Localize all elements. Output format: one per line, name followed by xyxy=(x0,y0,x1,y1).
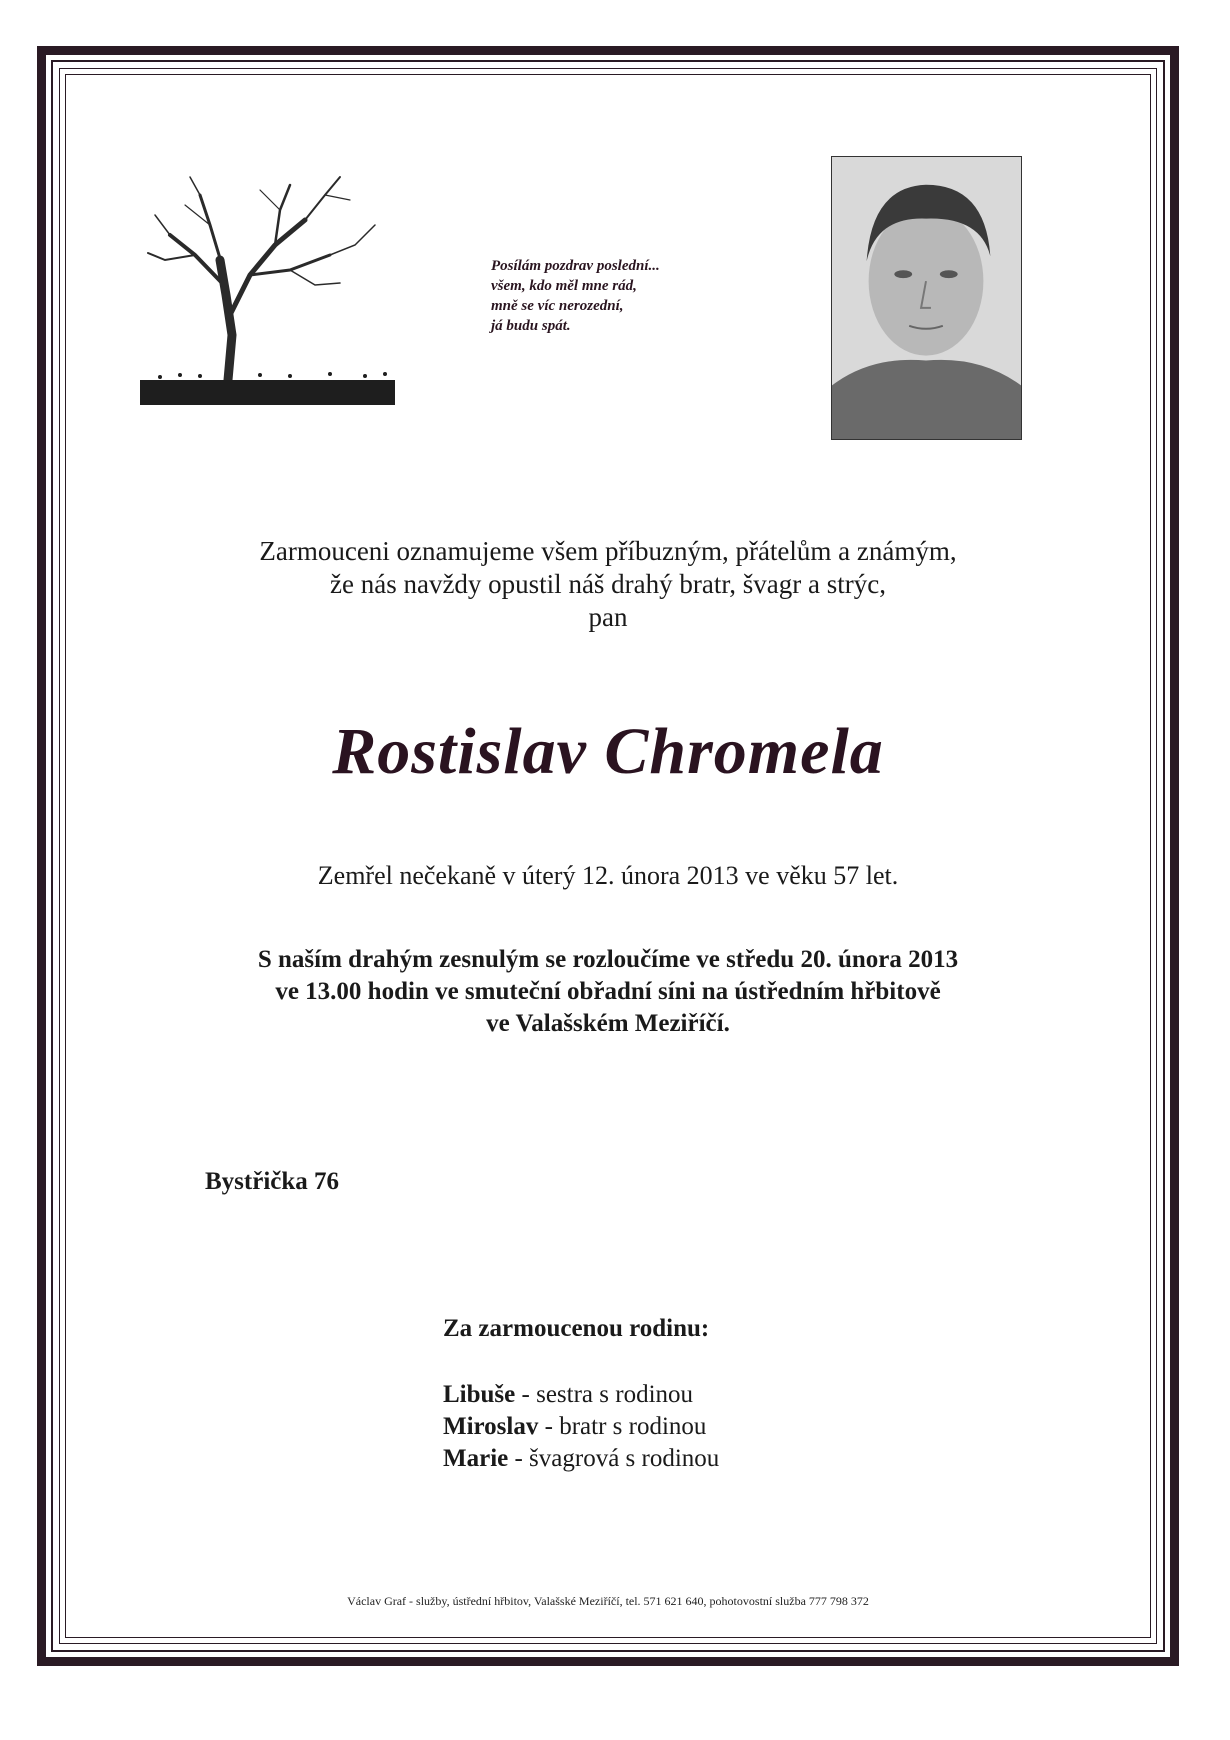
funeral-line: ve 13.00 hodin ve smuteční obřadní síni na ústředním hřbitově xyxy=(275,978,941,1005)
poem xyxy=(491,256,751,336)
portrait-photo xyxy=(831,156,1022,440)
announcement-intro xyxy=(65,535,1151,634)
intro-line: Zarmouceni oznamujeme všem příbuzným, přátelům a známým, xyxy=(259,536,957,566)
member-relation: - sestra s rodinou xyxy=(515,1381,694,1408)
intro-line: pan xyxy=(588,602,628,632)
family-signature xyxy=(443,1313,719,1475)
funeral-line: ve Valašském Meziříčí. xyxy=(486,1010,730,1037)
poem-line: já budu spát. xyxy=(491,318,571,334)
member-name: Miroslav xyxy=(443,1413,539,1440)
funeral-details xyxy=(65,944,1151,1040)
poem-line: Posílám pozdrav poslední... xyxy=(491,258,660,274)
intro-line: že nás navždy opustil náš drahý bratr, švagr a strýc, xyxy=(330,569,886,599)
funeral-line: S naším drahým zesnulým se rozloučíme ve středu 20. února 2013 xyxy=(257,946,959,973)
address: Bystřička 76 xyxy=(205,1168,340,1195)
tree-illustration xyxy=(140,165,400,415)
member-relation: - švagrová s rodinou xyxy=(508,1445,720,1472)
member-name: Marie xyxy=(443,1445,509,1472)
member-name: Libuše xyxy=(443,1381,516,1408)
family-member xyxy=(443,1443,719,1475)
member-relation: - bratr s rodinou xyxy=(538,1413,707,1440)
death-notice: Zemřel nečekaně v úterý 12. února 2013 ve věku 57 let. xyxy=(317,861,899,890)
poem-line: všem, kdo měl mne rád, xyxy=(491,278,637,294)
family-member xyxy=(443,1379,719,1411)
family-heading: Za zarmoucenou rodinu: xyxy=(443,1315,710,1342)
funeral-service-footer: Václav Graf - služby, ústřední hřbitov, Valašské Meziříčí, tel. 571 621 640, pohotovostní služba 777 798 372 xyxy=(347,1594,869,1608)
poem-line: mně se víc nerozední, xyxy=(491,298,624,314)
deceased-name: Rostislav Chromela xyxy=(332,715,884,788)
family-member xyxy=(443,1411,719,1443)
